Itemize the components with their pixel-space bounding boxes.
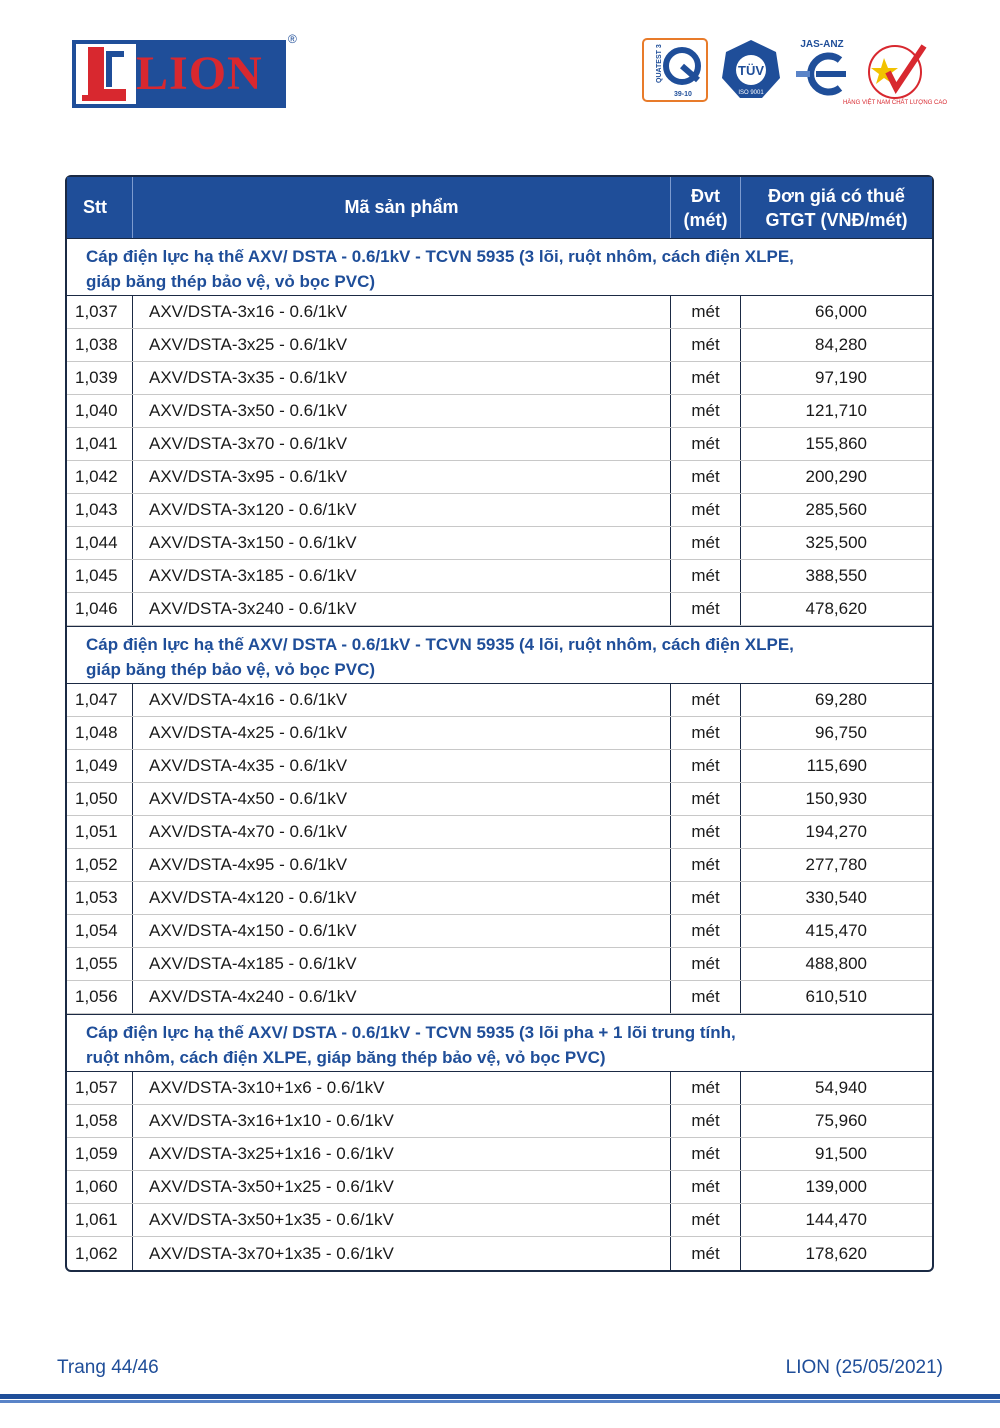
cell-stt: 1,049 (67, 750, 133, 782)
cell-price: 69,280 (815, 690, 867, 709)
cell-unit: mét (671, 750, 741, 782)
table-row (67, 593, 932, 626)
cell-unit: mét (671, 684, 741, 716)
table-row (67, 1072, 932, 1105)
cell-price: 155,860 (805, 434, 867, 453)
svg-text:39-10: 39-10 (674, 91, 692, 98)
table-row (67, 684, 932, 717)
table-row (67, 783, 932, 816)
cell-stt: 1,062 (67, 1237, 133, 1270)
hang-viet-nam-chat-luong-cao-icon (842, 34, 948, 106)
cell-price: 75,960 (815, 1111, 867, 1130)
cell-price: 277,780 (805, 855, 867, 874)
cell-unit: mét (671, 1237, 741, 1270)
section-title-line: giáp băng thép bảo vệ, vỏ bọc PVC) (86, 272, 376, 291)
cell-unit: mét (671, 882, 741, 914)
table-row (67, 296, 932, 329)
table-row (67, 1105, 932, 1138)
cell-price: 66,000 (815, 302, 867, 321)
cell-unit: mét (671, 981, 741, 1013)
cell-stt: 1,061 (67, 1204, 133, 1236)
cell-product-code: AXV/DSTA-3x16+1x10 - 0.6/1kV (133, 1105, 671, 1137)
cell-product-code: AXV/DSTA-4x95 - 0.6/1kV (133, 849, 671, 881)
cell-unit: mét (671, 362, 741, 394)
cell-price: 478,620 (805, 599, 867, 618)
cell-stt: 1,056 (67, 981, 133, 1013)
cell-price: 388,550 (805, 566, 867, 585)
svg-text:TÜV: TÜV (738, 63, 764, 78)
cell-stt: 1,046 (67, 593, 133, 625)
cell-product-code: AXV/DSTA-3x16 - 0.6/1kV (133, 296, 671, 328)
cell-product-code: AXV/DSTA-4x70 - 0.6/1kV (133, 816, 671, 848)
cell-product-code: AXV/DSTA-4x120 - 0.6/1kV (133, 882, 671, 914)
cell-product-code: AXV/DSTA-3x150 - 0.6/1kV (133, 527, 671, 559)
header-stt: Stt (67, 177, 133, 238)
cell-stt: 1,052 (67, 849, 133, 881)
cell-unit: mét (671, 593, 741, 625)
cell-price: 54,940 (815, 1078, 867, 1097)
cell-price: 415,470 (805, 921, 867, 940)
table-row (67, 915, 932, 948)
cell-product-code: AXV/DSTA-3x25+1x16 - 0.6/1kV (133, 1138, 671, 1170)
cell-unit: mét (671, 1204, 741, 1236)
cell-product-code: AXV/DSTA-3x70 - 0.6/1kV (133, 428, 671, 460)
logo-l-mark (76, 44, 136, 104)
section-title-line: ruột nhôm, cách điện XLPE, giáp băng thép bảo vệ, vỏ bọc PVC) (86, 1048, 606, 1067)
tuv-icon (718, 38, 784, 102)
table-row (67, 395, 932, 428)
cell-stt: 1,044 (67, 527, 133, 559)
cell-price: 610,510 (805, 987, 867, 1006)
cell-stt: 1,055 (67, 948, 133, 980)
cell-unit: mét (671, 717, 741, 749)
cell-stt: 1,043 (67, 494, 133, 526)
cell-stt: 1,040 (67, 395, 133, 427)
cell-price: 144,470 (805, 1210, 867, 1229)
cell-product-code: AXV/DSTA-4x35 - 0.6/1kV (133, 750, 671, 782)
table-row (67, 527, 932, 560)
cell-product-code: AXV/DSTA-4x25 - 0.6/1kV (133, 717, 671, 749)
cell-stt: 1,050 (67, 783, 133, 815)
cell-price: 91,500 (815, 1144, 867, 1163)
section-title-line: giáp băng thép bảo vệ, vỏ bọc PVC) (86, 660, 376, 679)
cell-price: 488,800 (805, 954, 867, 973)
page-number: Trang 44/46 (57, 1357, 159, 1378)
section-title-line: Cáp điện lực hạ thế AXV/ DSTA - 0.6/1kV - TCVN 5935 (3 lõi pha + 1 lõi trung tính, (86, 1023, 736, 1042)
section-title (67, 1014, 932, 1072)
cell-stt: 1,057 (67, 1072, 133, 1104)
section-title-line: Cáp điện lực hạ thế AXV/ DSTA - 0.6/1kV - TCVN 5935 (3 lõi, ruột nhôm, cách điện XLPE, (86, 247, 794, 266)
cell-price: 178,620 (805, 1243, 867, 1263)
cell-price: 330,540 (805, 888, 867, 907)
cell-unit: mét (671, 1138, 741, 1170)
cell-product-code: AXV/DSTA-3x35 - 0.6/1kV (133, 362, 671, 394)
table-row (67, 717, 932, 750)
cell-stt: 1,053 (67, 882, 133, 914)
section-title-line: Cáp điện lực hạ thế AXV/ DSTA - 0.6/1kV - TCVN 5935 (4 lõi, ruột nhôm, cách điện XLPE, (86, 635, 794, 654)
cell-unit: mét (671, 428, 741, 460)
table-row (67, 750, 932, 783)
table-row (67, 1171, 932, 1204)
table-row (67, 1204, 932, 1237)
cell-product-code: AXV/DSTA-4x150 - 0.6/1kV (133, 915, 671, 947)
table-row (67, 461, 932, 494)
footer-stripe (0, 1394, 1000, 1399)
cell-unit: mét (671, 296, 741, 328)
table-header (67, 177, 932, 238)
cell-product-code: AXV/DSTA-3x10+1x6 - 0.6/1kV (133, 1072, 671, 1104)
svg-text:HÀNG VIỆT NAM CHẤT LƯỢNG CAO: HÀNG VIỆT NAM CHẤT LƯỢNG CAO (842, 100, 948, 106)
cell-unit: mét (671, 783, 741, 815)
cell-product-code: AXV/DSTA-3x95 - 0.6/1kV (133, 461, 671, 493)
header-price: Đơn giá có thuế GTGT (VNĐ/mét) (765, 185, 908, 230)
cell-product-code: AXV/DSTA-3x50 - 0.6/1kV (133, 395, 671, 427)
section-title (67, 626, 932, 684)
table-row (67, 494, 932, 527)
cell-stt: 1,041 (67, 428, 133, 460)
cell-product-code: AXV/DSTA-4x240 - 0.6/1kV (133, 981, 671, 1013)
cell-unit: mét (671, 915, 741, 947)
section-title (67, 238, 932, 296)
svg-text:ISO 9001: ISO 9001 (738, 90, 764, 96)
table-row (67, 1138, 932, 1171)
cell-unit: mét (671, 461, 741, 493)
cell-product-code: AXV/DSTA-4x16 - 0.6/1kV (133, 684, 671, 716)
footer-brand-date: LION (25/05/2021) (785, 1357, 943, 1378)
table-row (67, 428, 932, 461)
cell-unit: mét (671, 494, 741, 526)
cell-stt: 1,037 (67, 296, 133, 328)
table-row (67, 816, 932, 849)
table-row (67, 882, 932, 915)
svg-text:JAS-ANZ: JAS-ANZ (800, 39, 844, 50)
cell-product-code: AXV/DSTA-3x240 - 0.6/1kV (133, 593, 671, 625)
cell-stt: 1,051 (67, 816, 133, 848)
header-product: Mã sản phẩm (133, 177, 671, 238)
cell-price: 115,690 (806, 756, 867, 775)
cell-product-code: AXV/DSTA-4x185 - 0.6/1kV (133, 948, 671, 980)
table-row (67, 362, 932, 395)
cell-product-code: AXV/DSTA-3x50+1x35 - 0.6/1kV (133, 1204, 671, 1236)
cell-stt: 1,047 (67, 684, 133, 716)
cell-unit: mét (671, 560, 741, 592)
cell-product-code: AXV/DSTA-3x25 - 0.6/1kV (133, 329, 671, 361)
cell-unit: mét (671, 395, 741, 427)
cell-product-code: AXV/DSTA-3x185 - 0.6/1kV (133, 560, 671, 592)
cell-stt: 1,039 (67, 362, 133, 394)
cell-price: 194,270 (805, 822, 867, 841)
cell-product-code: AXV/DSTA-3x120 - 0.6/1kV (133, 494, 671, 526)
cell-product-code: AXV/DSTA-4x50 - 0.6/1kV (133, 783, 671, 815)
cell-price: 139,000 (805, 1177, 867, 1196)
logo-text: LION (136, 47, 263, 100)
cell-unit: mét (671, 527, 741, 559)
cell-unit: mét (671, 1171, 741, 1203)
table-row (67, 981, 932, 1014)
table-row (67, 560, 932, 593)
cell-price: 325,500 (805, 533, 867, 552)
cell-price: 285,560 (805, 500, 867, 519)
cell-stt: 1,045 (67, 560, 133, 592)
cell-price: 97,190 (815, 368, 867, 387)
cell-stt: 1,038 (67, 329, 133, 361)
cell-price: 84,280 (815, 335, 867, 354)
cell-stt: 1,060 (67, 1171, 133, 1203)
cell-stt: 1,058 (67, 1105, 133, 1137)
jas-anz-icon (792, 38, 852, 102)
cell-unit: mét (671, 849, 741, 881)
table-row (67, 329, 932, 362)
cell-unit: mét (671, 329, 741, 361)
cell-product-code: AXV/DSTA-3x50+1x25 - 0.6/1kV (133, 1171, 671, 1203)
quatest-3-icon (642, 38, 708, 102)
cell-stt: 1,042 (67, 461, 133, 493)
cell-price: 121,710 (805, 401, 867, 420)
cell-unit: mét (671, 816, 741, 848)
cell-stt: 1,054 (67, 915, 133, 947)
table-row (67, 1237, 932, 1270)
table-row (67, 849, 932, 882)
header-unit: Đvt (mét) (671, 177, 741, 238)
cell-unit: mét (671, 948, 741, 980)
price-table (65, 175, 934, 1272)
lion-logo (72, 40, 286, 108)
registered-mark: ® (288, 32, 297, 46)
cell-price: 150,930 (805, 789, 867, 808)
cell-unit: mét (671, 1105, 741, 1137)
cell-unit: mét (671, 1072, 741, 1104)
cell-price: 200,290 (805, 467, 867, 486)
cell-price: 96,750 (815, 723, 867, 742)
footer-stripe-light (0, 1400, 1000, 1403)
cell-stt: 1,059 (67, 1138, 133, 1170)
svg-text:QUATEST 3: QUATEST 3 (656, 44, 663, 83)
table-body (67, 238, 932, 1270)
cell-product-code: AXV/DSTA-3x70+1x35 - 0.6/1kV (133, 1237, 671, 1270)
table-row (67, 948, 932, 981)
cell-stt: 1,048 (67, 717, 133, 749)
